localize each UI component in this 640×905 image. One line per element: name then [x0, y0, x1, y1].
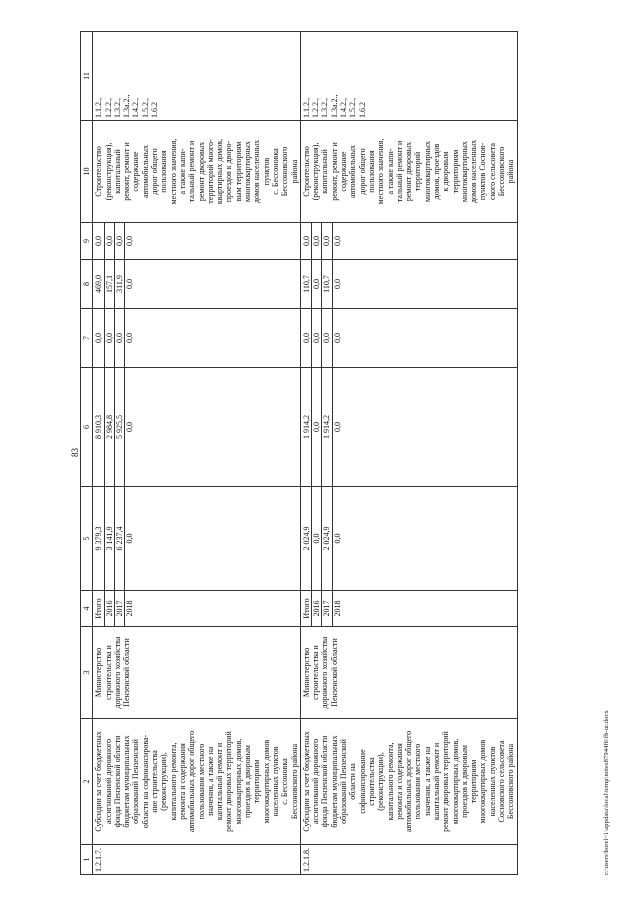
expected-result-line: домов населенных [469, 139, 479, 204]
expected-result-line: пользования [159, 150, 169, 193]
column-number-row [81, 32, 93, 875]
indicator-links [93, 32, 301, 121]
funding-col9-value: 0,0 [115, 223, 125, 259]
responsible-executor-line: строительства и [311, 645, 321, 700]
indicator-links-line: 1.3а.2., [329, 94, 339, 118]
expected-result-line: многоквартирных [422, 141, 432, 202]
funding-total [93, 487, 301, 591]
indicator-links-line: 1.1.2., [301, 98, 311, 118]
funding-total-value: 0,0 [125, 533, 135, 544]
responsible-executor-line: Пензенской области [122, 638, 132, 707]
funding-col7-value: 0,0 [322, 309, 332, 367]
funding-col7-value: 0,0 [125, 333, 135, 343]
expected-result-line: пользования [366, 150, 376, 193]
funding-col6-value: 8 910,3 [94, 368, 104, 486]
funding-col9-value: 0,0 [105, 223, 115, 259]
funding-col7-value: 0,0 [94, 309, 104, 367]
funding-col6-value: 5 925,5 [115, 368, 125, 486]
activity-name-line: проездов к дворовым [459, 745, 469, 818]
activity-name-line: фонда Пензенской области [320, 735, 330, 828]
funding-col9-value: 0,0 [125, 236, 135, 246]
activity-name-line: (реконструкции), [376, 752, 386, 811]
expected-result-line: тальный ремонт и [187, 140, 197, 203]
activity-name-line: бюджетам муниципальных [122, 735, 132, 828]
expected-result-line: Строительство [94, 146, 104, 197]
expected-result-line: а также капи- [385, 148, 395, 195]
funding-col8-value: 110,7 [322, 260, 332, 308]
expected-result-line: к дворовым [441, 151, 451, 192]
activity-name-line: строительства [366, 757, 376, 806]
activity-name [300, 719, 517, 845]
funding-col9-value: 0,0 [302, 223, 312, 259]
expected-result-line: местного значения, [168, 138, 178, 205]
funding-col8 [93, 260, 301, 309]
activity-name-line: капитальный ремонт и [431, 742, 441, 821]
expected-result-line: ремонт дворовых [196, 141, 206, 202]
period-years-value: 2018 [125, 600, 135, 617]
indicator-links-line: 1.4.2., [131, 98, 141, 118]
activity-name-line: населенных пунктов [270, 746, 280, 817]
funding-col8 [300, 260, 517, 309]
activity-name [93, 719, 301, 845]
expected-result-line: ремонт дворовых [404, 141, 414, 202]
funding-col7 [93, 309, 301, 368]
expected-result-line: содержание [131, 151, 141, 192]
page-number: 83 [70, 448, 80, 457]
activity-name-line: Субсидии за счет бюджетных [94, 731, 104, 832]
col-header-2: 2 [81, 719, 93, 845]
funding-col9 [93, 223, 301, 260]
funding-col9 [300, 223, 517, 260]
funding-col7 [300, 309, 517, 368]
indicator-links-line: 1.3.2., [112, 98, 122, 118]
activity-name-line: населенных пунктов [487, 746, 497, 817]
funding-total-value: 0,0 [332, 533, 342, 544]
indicator-links-line: 1.5.2., [140, 98, 150, 118]
funding-col9-value: 0,0 [332, 236, 342, 246]
activity-name-line: софинансирование [357, 749, 367, 814]
activity-name-line: территориям [469, 759, 479, 804]
responsible-executor [300, 627, 517, 719]
activity-name-line: Бессоновского района [289, 743, 299, 820]
funding-total-value: 2 024,9 [322, 487, 332, 590]
funding-total-value: 9 379,3 [94, 487, 104, 590]
expected-result-line: ремонт, ремонт и [122, 142, 132, 201]
indicator-links-line: 1.4.2., [339, 98, 349, 118]
funding-col8-value: 0,0 [332, 279, 342, 289]
expected-result-line: пунктов Соснов- [478, 142, 488, 201]
activity-name-line: образований Пензенской [339, 739, 349, 824]
funding-col6 [93, 368, 301, 487]
period-years-value: 2016 [105, 591, 115, 626]
expected-result-line: Бессоновского [497, 146, 507, 197]
expected-result-line: района [289, 159, 299, 184]
program-activities-table [80, 31, 518, 875]
expected-result-line: автомобильных [140, 144, 150, 199]
indicator-links-line: 1.3.2., [320, 98, 330, 118]
expected-result-line: ремонт, ремонт и [329, 142, 339, 201]
expected-result-line: домов населенных [252, 139, 262, 204]
col-header-6: 6 [81, 368, 93, 487]
expected-result-line: капитальный [320, 149, 330, 194]
expected-result-line: (реконструкция), [103, 142, 113, 201]
indicator-links-line: 1.2.2., [103, 98, 113, 118]
expected-result-line: района [506, 159, 516, 184]
activity-name-line: автомобильных дорог общего [187, 730, 197, 833]
activity-name-line: ремонт дворовых территорий [224, 731, 234, 832]
activity-name-line: фонда Пензенской области [112, 735, 122, 828]
activity-name-line: ние строительства [150, 750, 160, 813]
expected-result-line: а также капи- [177, 148, 187, 195]
funding-col9-value: 0,0 [94, 223, 104, 259]
funding-total-value: 3 141,9 [105, 487, 115, 590]
activity-name-line: ассигнований дорожного [103, 738, 113, 825]
period-years-value: 2017 [322, 591, 332, 626]
col-header-9: 9 [81, 223, 93, 260]
activity-name-line: ремонта и содержания [177, 743, 187, 820]
funding-total-value: 6 237,4 [115, 487, 125, 590]
activity-name-line: многоквартирных домов [261, 739, 271, 824]
funding-col7-value: 0,0 [302, 309, 312, 367]
funding-total-value: 2 024,9 [302, 487, 312, 590]
funding-total-value: 0,0 [312, 487, 322, 590]
expected-result-line: (реконструкция), [311, 142, 321, 201]
activity-name-line: (реконструкции), [159, 752, 169, 811]
funding-col7-value: 0,0 [312, 309, 322, 367]
responsible-executor-line: строительства и [103, 645, 113, 700]
period-years [300, 591, 517, 627]
responsible-executor-line: Министерство [94, 647, 104, 698]
col-header-4: 4 [81, 591, 93, 627]
funding-col6-value: 0,0 [125, 422, 135, 432]
activity-name-line: автомобильных дорог общего [404, 730, 414, 833]
expected-result-line: территорий много- [205, 139, 215, 204]
funding-col9-value: 0,0 [312, 223, 322, 259]
activity-name-line: значения, а также на [205, 746, 215, 817]
activity-name-line: многоквартирных домов [478, 739, 488, 824]
indicator-links-line: 1.5.2., [348, 98, 358, 118]
funding-col8-value: 311,9 [115, 260, 125, 308]
indicator-links-line: 1.2.2., [311, 98, 321, 118]
table-row [93, 32, 301, 875]
col-header-8: 8 [81, 260, 93, 309]
activity-name-line: капитальный ремонт и [215, 742, 225, 821]
expected-result-line: многоквартирных [243, 141, 253, 202]
activity-name-line: ремонт дворовых территорий [441, 731, 451, 832]
activity-name-line: области на [348, 763, 358, 800]
col-header-5: 5 [81, 487, 93, 591]
expected-result-line: местного значения, [376, 138, 386, 205]
period-years-value: 2016 [312, 591, 322, 626]
period-years-value: Итого [94, 591, 104, 626]
activity-name-line: капитального ремонта, [168, 742, 178, 821]
expected-result-line: дорог общего [150, 148, 160, 195]
col-header-11: 11 [81, 32, 93, 121]
col-header-3: 3 [81, 627, 93, 719]
expected-result-line: автомобильных [348, 144, 358, 199]
activity-number: 1.2.1.8. [300, 845, 517, 875]
funding-col6-value: 1 914,2 [302, 368, 312, 486]
expected-result-line: проездов к дворо- [224, 140, 234, 203]
expected-result-line: вым территориям [233, 141, 243, 202]
activity-name-line: ассигнований дорожного [311, 738, 321, 825]
activity-name-line: капитального ремонта, [385, 742, 395, 821]
expected-result-line: содержание [339, 151, 349, 192]
responsible-executor-line: Министерство [301, 647, 311, 698]
expected-result-line: территорий [413, 151, 423, 192]
activity-name-line: с. Бессоновка [280, 758, 290, 805]
period-years-value: Итого [302, 591, 312, 626]
funding-col8-value: 157,1 [105, 260, 115, 308]
expected-result-line: многоквартирных [459, 141, 469, 202]
funding-col6-value: 1 914,2 [322, 368, 332, 486]
period-years-value: 2018 [332, 600, 342, 617]
expected-result-line: дорог общего [357, 148, 367, 195]
responsible-executor-line: дорожного хозяйства [320, 636, 330, 709]
activity-name-line: многоквартирных домов, [233, 738, 243, 825]
footer-file-path: c:\users\borel~1\appdata\local\temp\notes87944f6\fb-ur.docx [603, 710, 610, 875]
col-header-7: 7 [81, 309, 93, 368]
indicator-links-line: 1.6.2 [150, 102, 160, 118]
activity-name-line: ремонта и содержания [394, 743, 404, 820]
activity-name-line: Сосновского сельсовета [497, 740, 507, 823]
col-header-1: 1 [81, 845, 93, 875]
col-header-10: 10 [81, 121, 93, 223]
period-years-value: 2017 [115, 591, 125, 626]
expected-result-line: капитальный [112, 149, 122, 194]
funding-total [300, 487, 517, 591]
period-years [93, 591, 301, 627]
activity-name-line: бюджетам муниципальных [329, 735, 339, 828]
expected-result-line: ского сельсовета [487, 143, 497, 200]
expected-result [93, 121, 301, 223]
activity-name-line: Бессоновского района [506, 743, 516, 820]
activity-name-line: пользования местного [196, 743, 206, 820]
expected-result-line: домов, проездов [431, 143, 441, 200]
activity-name-line: области на софинансирова- [140, 734, 150, 829]
funding-col8-value: 469,0 [94, 260, 104, 308]
indicator-links-line: 1.1.2., [94, 98, 104, 118]
expected-result-line: территориям [450, 149, 460, 194]
expected-result-line: тальный ремонт и [394, 140, 404, 203]
activity-name-line: образований Пензенской [131, 739, 141, 824]
indicator-links [300, 32, 517, 121]
expected-result-line: Бессоновского [280, 146, 290, 197]
funding-col7-value: 0,0 [105, 309, 115, 367]
funding-col8-value: 0,0 [125, 279, 135, 289]
funding-col6 [300, 368, 517, 487]
indicator-links-line: 1.3а.2., [122, 94, 132, 118]
expected-result-line: Строительство [301, 146, 311, 197]
funding-col6-value: 2 984,8 [105, 368, 115, 486]
responsible-executor-line: Пензенской области [329, 638, 339, 707]
funding-col6-value: 0,0 [312, 368, 322, 486]
responsible-executor-line: дорожного хозяйства [112, 636, 122, 709]
activity-name-line: пользования местного [413, 743, 423, 820]
table-row [300, 32, 517, 875]
funding-col8-value: 0,0 [312, 260, 322, 308]
responsible-executor [93, 627, 301, 719]
expected-result-line: с. Бессоновка [270, 148, 280, 195]
funding-col8-value: 110,7 [302, 260, 312, 308]
activity-name-line: многоквартирных домов, [450, 738, 460, 825]
expected-result-line: пунктов [261, 157, 271, 186]
expected-result [300, 121, 517, 223]
activity-name-line: территориям [252, 759, 262, 804]
indicator-links-line: 1.6.2 [357, 102, 367, 118]
funding-col7-value: 0,0 [115, 309, 125, 367]
funding-col7-value: 0,0 [332, 333, 342, 343]
activity-name-line: Субсидии за счет бюджетных [301, 731, 311, 832]
funding-col6-value: 0,0 [332, 422, 342, 432]
activity-number: 1.2.1.7. [93, 845, 301, 875]
funding-col9-value: 0,0 [322, 223, 332, 259]
activity-name-line: значения, а также на [422, 746, 432, 817]
activity-name-line: проездов к дворовым [243, 745, 253, 818]
expected-result-line: квартирных домов, [215, 138, 225, 205]
